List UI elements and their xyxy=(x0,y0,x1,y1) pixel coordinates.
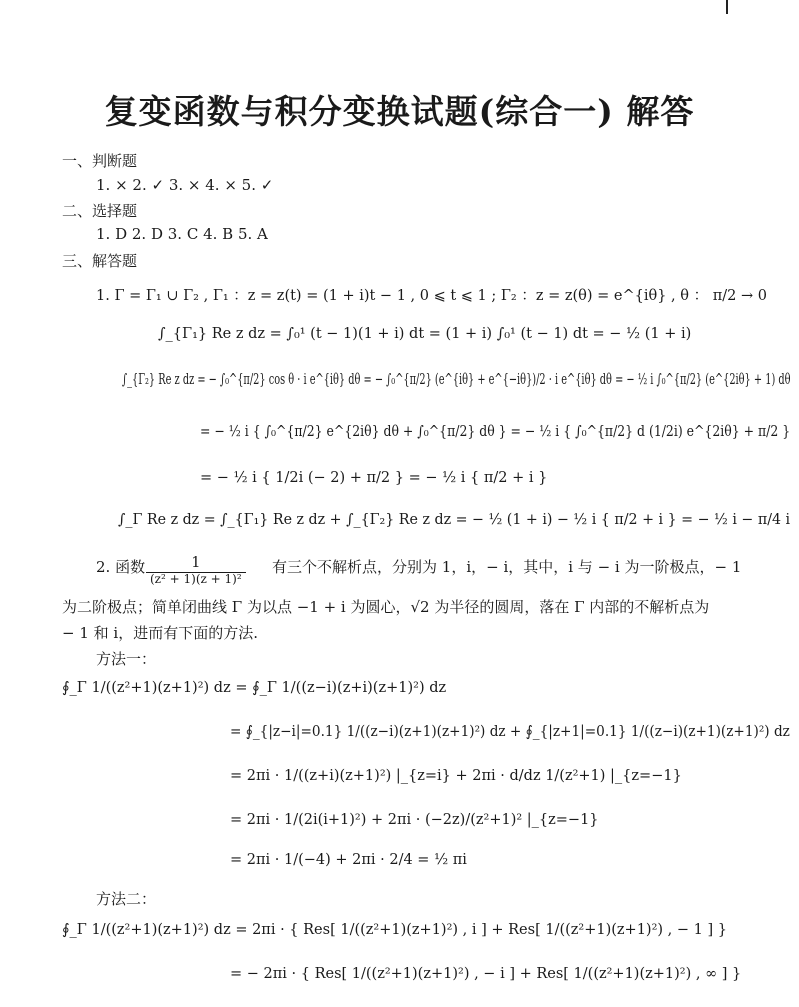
method1-eq3: = 2πi · 1/((z+i)(z+1)²) |_{z=i} + 2πi · d/dz 1/(z²+1) |_{z=−1} xyxy=(230,768,682,784)
q2-line1-prefix: 2. 函数 xyxy=(96,558,146,576)
q1-intro: 1. Γ = Γ₁ ∪ Γ₂ , Γ₁ ：z = z(t) = (1 + i)t − 1 , 0 ⩽ t ⩽ 1 ; Γ₂ ：z = z(θ) = e^{iθ} , θ ： π/2 → 0 xyxy=(96,288,767,304)
judge-answers: 1. × 2. ✓ 3. × 4. × 5. ✓ xyxy=(96,176,274,194)
q2-line3: − 1 和 i，进而有下面的方法. xyxy=(62,624,258,642)
section-choice-heading: 二、选择题 xyxy=(62,202,138,220)
method2-heading: 方法二： xyxy=(96,890,157,908)
q1-eq5: ∫_Γ Re z dz = ∫_{Γ₁} Re z dz + ∫_{Γ₂} Re z dz = − ½ (1 + i) − ½ i { π/2 + i } = − ½ i − π/4 i xyxy=(118,512,791,528)
page-corner-mark xyxy=(726,0,728,14)
q2-function: 1 (z² + 1)(z + 1)² xyxy=(146,556,246,586)
section-judge-heading: 一、判断题 xyxy=(62,152,138,170)
method1-heading: 方法一： xyxy=(96,650,157,668)
method1-eq1: ∮_Γ 1/((z²+1)(z+1)²) dz = ∮_Γ 1/((z−i)(z+i)(z+1)²) dz xyxy=(62,680,447,696)
method2-eq2: = − 2πi · { Res[ 1/((z²+1)(z+1)²) , − i ] + Res[ 1/((z²+1)(z+1)²) , ∞ ] } xyxy=(230,966,742,982)
q1-eq2: ∫_{Γ₂} Re z dz = − ∫₀^{π/2} cos θ · i e^{iθ} dθ = − ∫₀^{π/2} (e^{iθ} + e^{−iθ})/2 · i e^{iθ} dθ = − ½ i ∫₀^{π/2} (e^{2iθ} + 1) dθ xyxy=(122,372,791,388)
q1-eq4: = − ½ i { 1/2i (− 2) + π/2 } = − ½ i { π/2 + i } xyxy=(200,470,548,486)
q2-line2: 为二阶极点；简单闭曲线 Γ 为以点 −1 + i 为圆心，√2 为半径的圆周，落在 Γ 内部的不解析点为 xyxy=(62,598,710,616)
choice-answers: 1. D 2. D 3. C 4. B 5. A xyxy=(96,225,268,243)
method1-eq5: = 2πi · 1/(−4) + 2πi · 2/4 = ½ πi xyxy=(230,852,467,868)
method2-eq1: ∮_Γ 1/((z²+1)(z+1)²) dz = 2πi · { Res[ 1/((z²+1)(z+1)²) , i ] + Res[ 1/((z²+1)(z+1)²) , − 1 ] } xyxy=(62,922,727,938)
page-title: 复变函数与积分变换试题(综合一) 解答 xyxy=(104,92,695,131)
method1-eq2: = ∮_{|z−i|=0.1} 1/((z−i)(z+1)(z+1)²) dz + ∮_{|z+1|=0.1} 1/((z−i)(z+1)(z+1)²) dz xyxy=(230,724,790,740)
q1-eq3: = − ½ i { ∫₀^{π/2} e^{2iθ} dθ + ∫₀^{π/2} dθ } = − ½ i { ∫₀^{π/2} d (1/2i) e^{2iθ} + π/2 } xyxy=(200,424,791,440)
section-solve-heading: 三、解答题 xyxy=(62,252,138,270)
q1-eq1: ∫_{Γ₁} Re z dz = ∫₀¹ (t − 1)(1 + i) dt = (1 + i) ∫₀¹ (t − 1) dt = − ½ (1 + i) xyxy=(158,326,692,342)
method1-eq4: = 2πi · 1/(2i(i+1)²) + 2πi · (−2z)/(z²+1)² |_{z=−1} xyxy=(230,812,599,828)
q2-line1-text: 有三个不解析点，分别为 1，i，− i，其中，i 与 − i 为一阶极点，− 1 xyxy=(272,558,742,576)
